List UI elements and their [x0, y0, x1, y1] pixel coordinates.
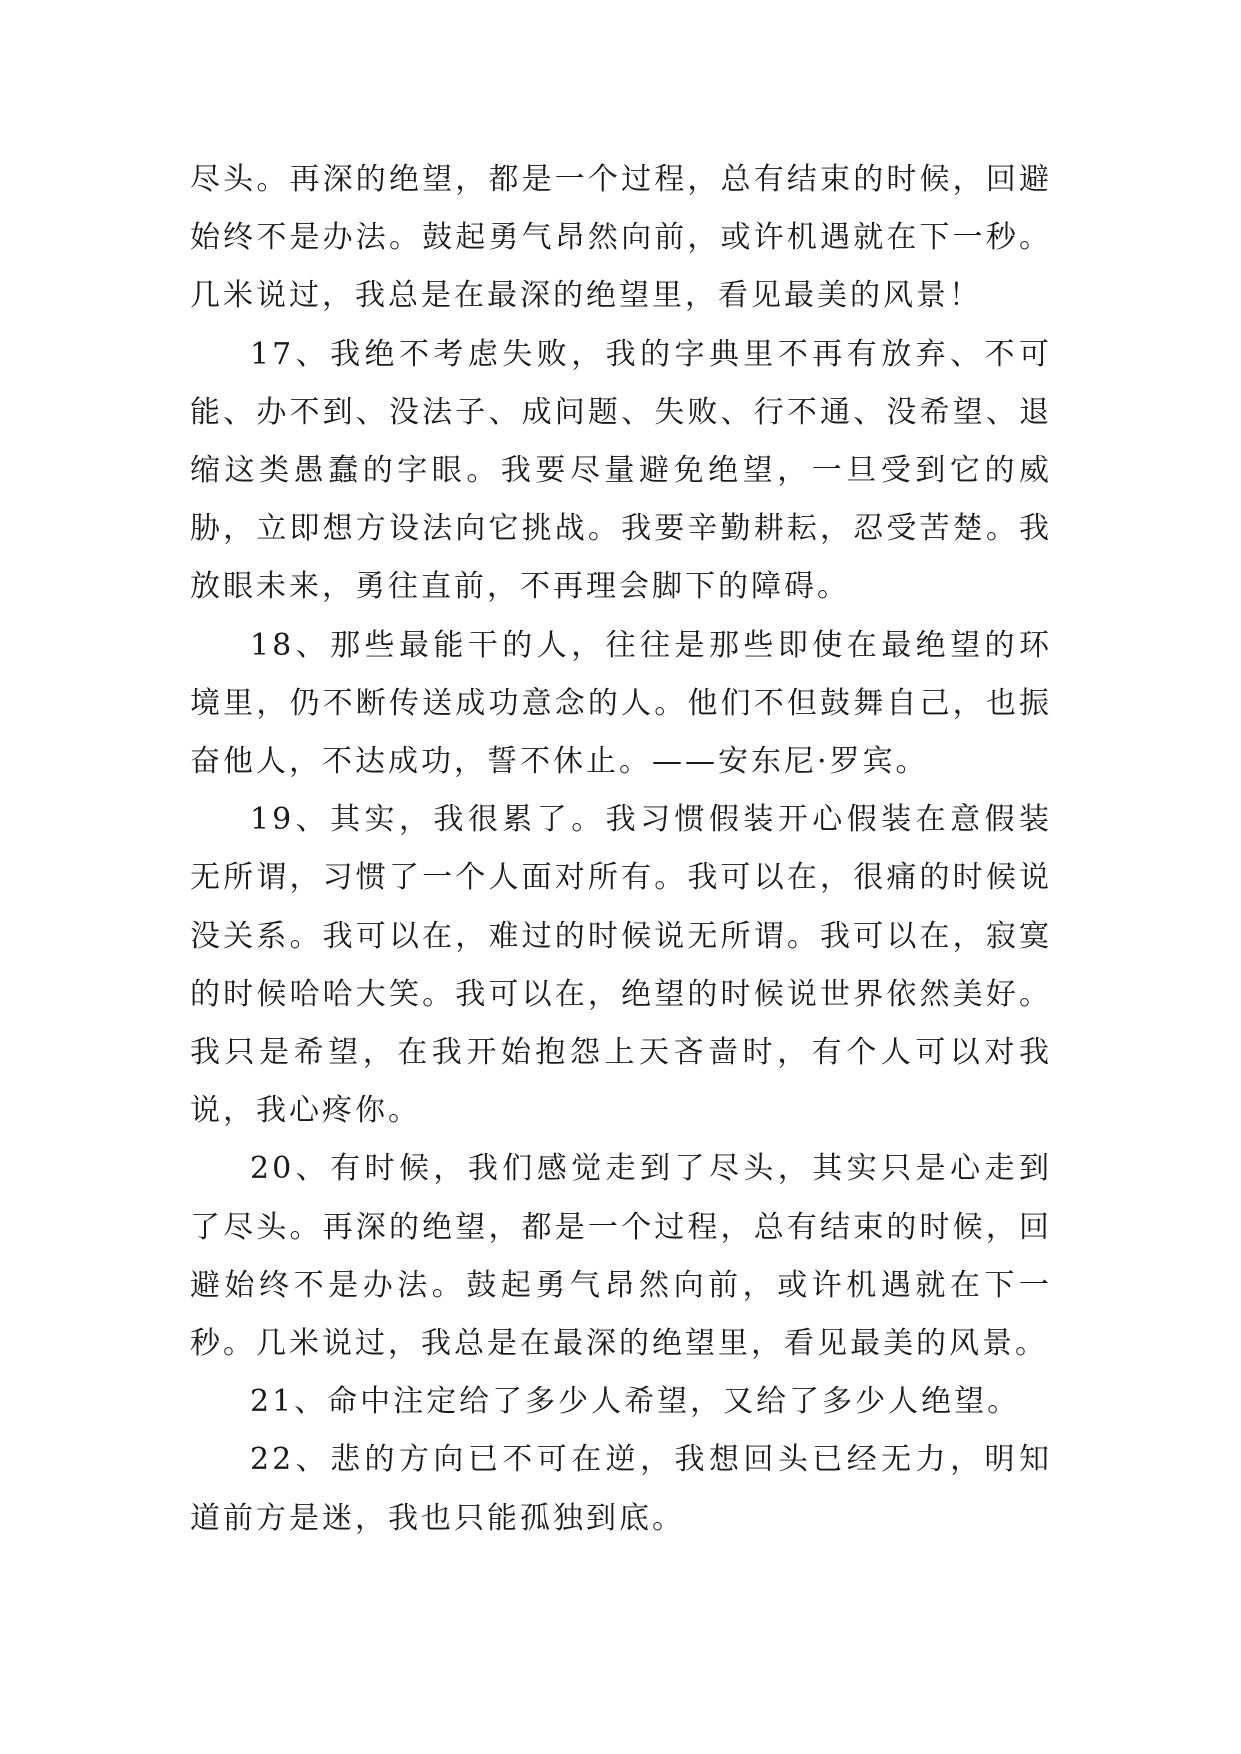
document-body [190, 151, 1052, 1548]
paragraph-21: 21、命中注定给了多少人希望，又给了多少人绝望。 [250, 1384, 1021, 1420]
paragraph-continuation: 尽头。再深的绝望，都是一个过程，总有结束的时候，回避始终不是办法。鼓起勇气昂然向前，或许机遇就在下一秒。几米说过，我总是在最深的绝望里，看见最美的风景！ [190, 162, 1052, 314]
paragraph-22: 22、悲的方向已不可在逆，我想回头已经无力，明知道前方是迷，我也只能孤独到底。 [190, 1442, 1052, 1536]
paragraph-19: 19、其实，我很累了。我习惯假装开心假装在意假装无所谓，习惯了一个人面对所有。我可以在，很痛的时候说没关系。我可以在，难过的时候说无所谓。我可以在，寂寞的时候哈哈大笑。我可以在，绝望的时候说世界依然美好。我只是希望，在我开始抱怨上天吝啬时，有个人可以对我说，我心疼你。 [190, 802, 1052, 1129]
paragraph-18: 18、那些最能干的人，往往是那些即使在最绝望的环境里，仍不断传送成功意念的人。他们不但鼓舞自己，也振奋他人，不达成功，誓不休止。——安东尼·罗宾。 [190, 627, 1052, 780]
paragraph-20: 20、有时候，我们感觉走到了尽头，其实只是心走到了尽头。再深的绝望，都是一个过程，总有结束的时候，回避始终不是办法。鼓起勇气昂然向前，或许机遇就在下一秒。几米说过，我总是在最深的绝望里，看见最美的风景。 [190, 1151, 1052, 1362]
paragraph-17: 17、我绝不考虑失败，我的字典里不再有放弃、不可能、办不到、没法子、成问题、失败、行不通、没希望、退缩这类愚蠢的字眼。我要尽量避免绝望，一旦受到它的威胁，立即想方设法向它挑战。我要辛勤耕耘，忍受苦楚。我放眼未来，勇往直前，不再理会脚下的障碍。 [190, 336, 1052, 605]
